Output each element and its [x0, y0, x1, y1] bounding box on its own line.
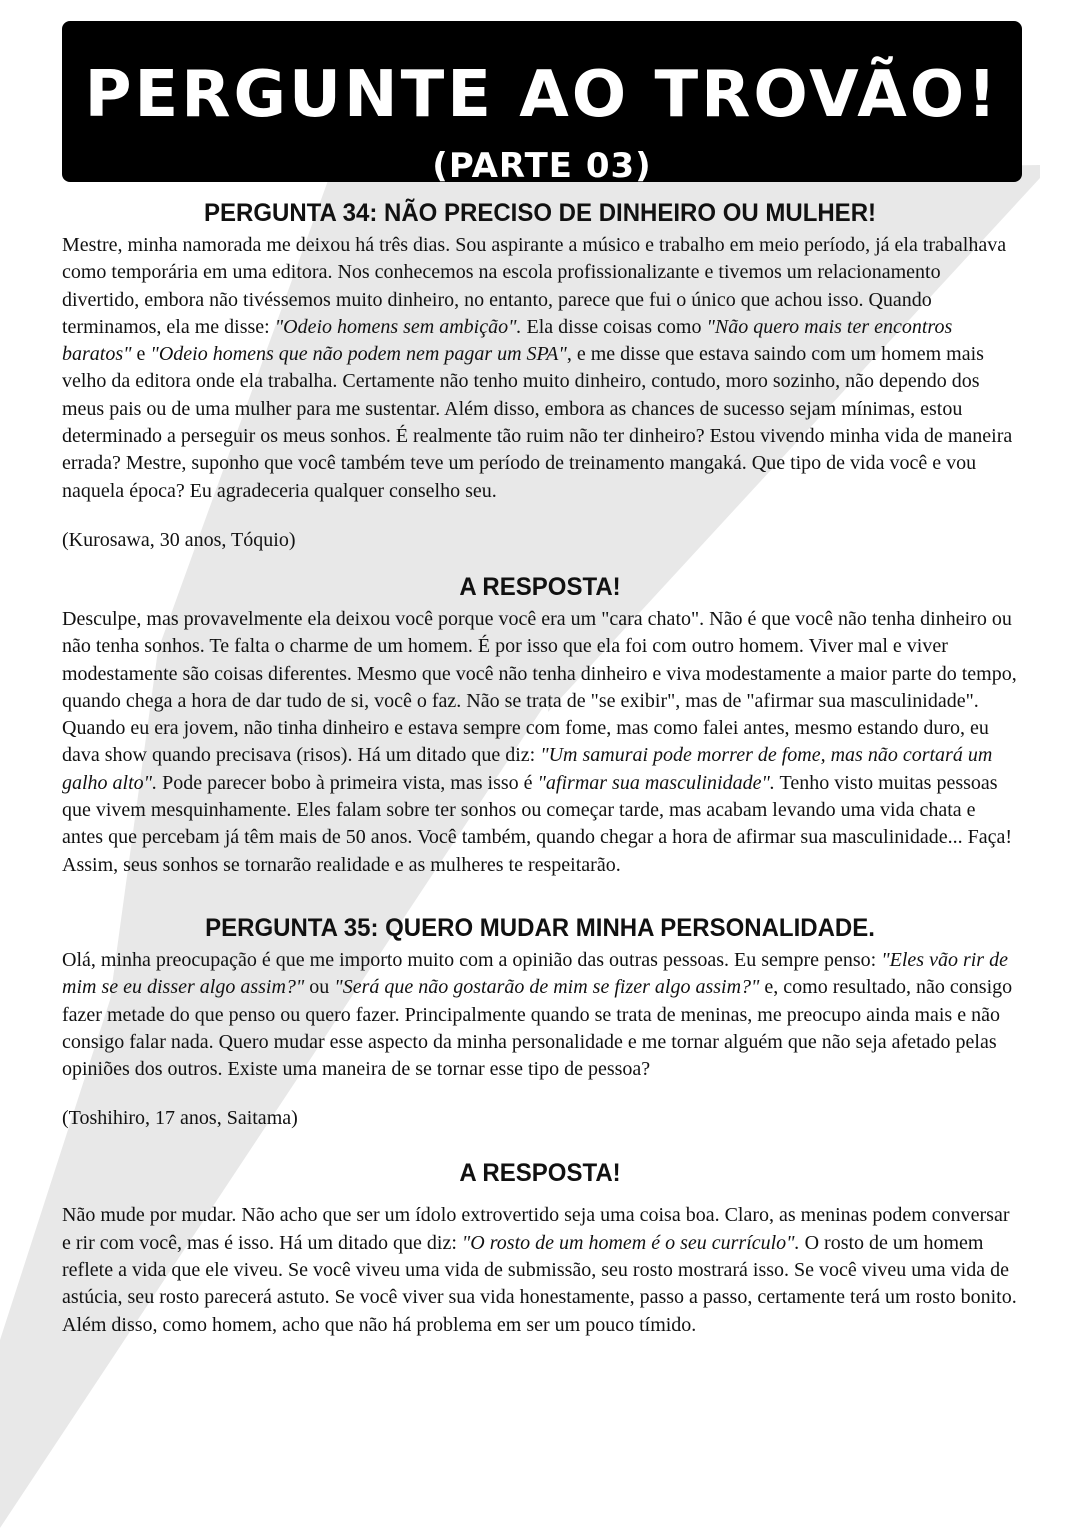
answer-35-body: [62, 1202, 1018, 1338]
title-banner: [62, 21, 1022, 186]
q35-quote: "Será que não gostarão de mim se fizer algo assim?": [334, 976, 760, 999]
a34-quote: "afirmar sua masculinidade".: [537, 771, 775, 794]
question-34-body: [62, 232, 1018, 505]
q35-text: ou: [304, 976, 335, 999]
question-34-heading: PERGUNTA 34: NÃO PRECISO DE DINHEIRO OU MULHER!: [203, 199, 877, 227]
question-35-body: [62, 947, 1018, 1083]
a34-text: Tenho visto muitas pessoas que vivem mesquinhamente. Eles falam sobre ter sonhos ou começar tarde, mas acabam levando uma vida chata e antes que percebam já têm mais de 50 anos. Você também, quando chegar a hora de afirmar sua masculinidade... Faça! Assim, seus sonhos se tornarão realidade e as mulheres te respeitarão.: [62, 771, 1013, 876]
q35-text: Olá, minha preocupação é que me importo muito com a opinião das outras pessoas. Eu sempre penso:: [62, 948, 882, 971]
answer-34-heading: A RESPOSTA!: [459, 572, 621, 601]
answer-35-heading: A RESPOSTA!: [459, 1159, 621, 1188]
q34-quote: "Odeio homens que não podem nem pagar um SPA": [150, 343, 567, 366]
a34-text: Desculpe, mas provavelmente ela deixou você porque você era um "cara chato". Não é que você não tenha dinheiro ou não tenha sonhos. Te falta o charme de um homem. É por isso que ela foi com outro homem. Viver mal e viver modestamente são coisas diferentes. Mesmo que você não tenha dinheiro e viva modestamente a maior parte do tempo, quando chega a hora de dar tudo de si, você o faz. Não se trata de "se exibir", mas de "afirmar sua masculinidade". Quando eu era jovem, não tinha dinheiro e estava sempre com fome, mas como falei antes, mesmo estando duro, eu dava show quando precisava (risos). Há um ditado que diz:: [62, 607, 1017, 767]
a35-text: O rosto de um homem reflete a vida que ele viveu. Se você viveu uma vida de submissão, seu rosto mostrará isso. Se você viveu uma vida de astúcia, seu rosto parecerá astuto. Se você viver sua vida honestamente, passo a passo, certamente terá um rosto bonito. Além disso, como homem, acho que não há problema em ser um pouco tímido.: [62, 1231, 1017, 1336]
article-content: [62, 194, 1018, 1339]
page-subtitle: (PARTE 03): [432, 146, 652, 186]
q34-text: e: [131, 343, 151, 366]
answer-34-body: [62, 606, 1018, 879]
question-34-signature: (Kurosawa, 30 anos, Tóquio): [62, 528, 296, 551]
q35-quote: "Eles vão rir de mim se eu disser algo assim?": [62, 948, 1008, 999]
page-title: PERGUNTE AO TROVÃO!: [84, 58, 1000, 132]
q34-text: Ela disse coisas como: [521, 315, 707, 338]
a35-text: Não mude por mudar. Não acho que ser um ídolo extrovertido seja uma coisa boa. Claro, as meninas podem conversar e rir com você, mas é isso. Há um ditado que diz:: [62, 1204, 1010, 1254]
a34-text: Pode parecer bobo à primeira vista, mas isso é: [157, 771, 538, 794]
q34-text: , e me disse que estava saindo com um homem mais velho da editora onde ela trabalha. Certamente não tenho muito dinheiro, contudo, moro sozinho, não dependo dos meus pais ou de uma mulher para me sustentar. Além disso, embora as chances de sucesso sejam mínimas, estou determinado a perseguir os meus sonhos. É realmente tão ruim não ter dinheiro? Estou vivendo minha vida de maneira errada? Mestre, suponho que você também teve um período de treinamento mangaká. Que tipo de vida você e vou naquela época? Eu agradeceria qualquer conselho seu.: [62, 343, 1013, 502]
a34-quote: "Um samurai pode morrer de fome, mas não cortará um galho alto".: [62, 744, 993, 794]
q34-quote: "Odeio homens sem ambição".: [274, 315, 522, 338]
a35-quote: "O rosto de um homem é o seu currículo".: [461, 1231, 800, 1254]
question-35-heading: PERGUNTA 35: QUERO MUDAR MINHA PERSONALIDADE.: [205, 913, 875, 942]
q35-text: e, como resultado, não consigo fazer metade do que penso ou quero fazer. Principalmente quando se trata de meninas, me preocupo ainda mais e não consigo falar nada. Quero mudar esse aspecto da minha personalidade e me tornar alguém que não seja afetado pelas opiniões dos outros. Existe uma maneira de se tornar esse tipo de pessoa?: [62, 976, 1013, 1081]
q34-text: Mestre, minha namorada me deixou há três dias. Sou aspirante a músico e trabalho em meio período, já ela trabalhava como temporária em uma editora. Nos conhecemos na escola profissionalizante e tivemos um relacionamento divertido, embora não tivéssemos muito dinheiro, no entanto, parece que fui o único que achou isso. Quando terminamos, ela me disse:: [62, 234, 1007, 338]
question-35-signature: (Toshihiro, 17 anos, Saitama): [62, 1107, 298, 1130]
q34-quote: "Não quero mais ter encontros baratos": [62, 315, 953, 366]
